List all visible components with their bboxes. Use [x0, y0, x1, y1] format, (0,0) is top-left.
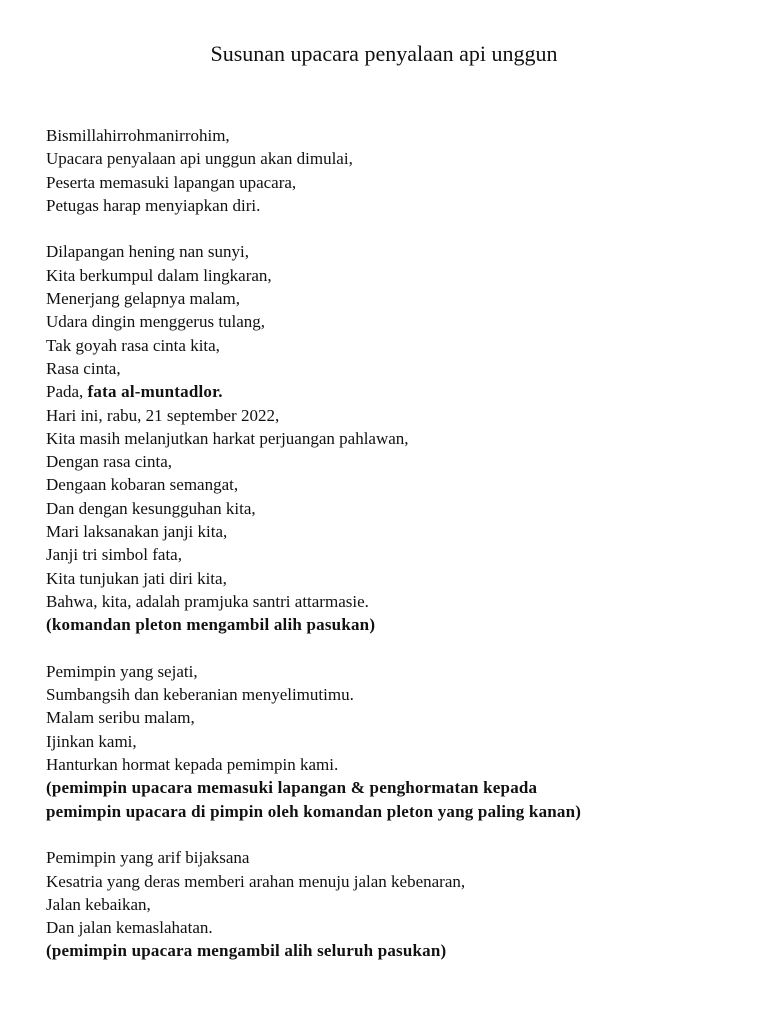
text-line: Hanturkan hormat kepada pemimpin kami.: [46, 755, 339, 775]
stanza-opening: [46, 124, 746, 217]
instruction-line: (pemimpin upacara memasuki lapangan & penghormatan kepada: [46, 778, 538, 798]
text-line: Kita masih melanjutkan harkat perjuangan pahlawan,: [46, 428, 409, 448]
text-line: Kita tunjukan jati diri kita,: [46, 568, 227, 588]
text-line: Dilapangan hening nan sunyi,: [46, 242, 250, 262]
text-line: Janji tri simbol fata,: [46, 545, 182, 565]
text-line: Bismillahirrohmanirrohim,: [46, 126, 230, 145]
text-line: Dan jalan kemaslahatan.: [46, 918, 213, 938]
text-line: Dan dengan kesungguhan kita,: [46, 498, 256, 518]
instruction-line: (komandan pleton mengambil alih pasukan): [46, 615, 376, 635]
stanza-gathering: [46, 240, 746, 636]
text-line: Peserta memasuki lapangan upacara,: [46, 172, 297, 192]
text-line: Kesatria yang deras memberi arahan menuju jalan kebenaran,: [46, 871, 466, 891]
text-line: Petugas harap menyiapkan diri.: [46, 195, 261, 215]
text-line: Tak goyah rasa cinta kita,: [46, 335, 220, 355]
stanza-true-leader: [46, 660, 746, 823]
text-line: Pemimpin yang arif bijaksana: [46, 848, 250, 868]
pada-emphasis: fata al-muntadlor.: [87, 382, 223, 402]
text-line: Hari ini, rabu, 21 september 2022,: [46, 405, 280, 425]
text-line: Malam seribu malam,: [46, 708, 195, 728]
text-line: Upacara penyalaan api unggun akan dimulai,: [46, 149, 353, 169]
stanza-wise-leader: [46, 846, 746, 962]
instruction-line: (pemimpin upacara mengambil alih seluruh pasukan): [46, 941, 447, 961]
text-line: Bahwa, kita, adalah pramjuka santri attarmasie.: [46, 591, 369, 611]
text-line: Pemimpin yang sejati,: [46, 661, 198, 681]
text-line: Udara dingin menggerus tulang,: [46, 312, 266, 332]
text-line: Dengan rasa cinta,: [46, 452, 173, 472]
text-line-pada: [46, 380, 746, 403]
text-line: Dengaan kobaran semangat,: [46, 475, 239, 495]
text-line: Mari laksanakan janji kita,: [46, 522, 228, 542]
text-line: Ijinkan kami,: [46, 731, 137, 751]
text-line: Rasa cinta,: [46, 358, 121, 378]
text-line: Jalan kebaikan,: [46, 894, 151, 914]
text-line: Kita berkumpul dalam lingkaran,: [46, 265, 272, 285]
instruction-line: pemimpin upacara di pimpin oleh komandan pleton yang paling kanan): [46, 801, 582, 821]
pada-prefix: Pada,: [46, 382, 88, 402]
document-title: Susunan upacara penyalaan api unggun: [210, 41, 558, 66]
text-line: Sumbangsih dan keberanian menyelimutimu.: [46, 685, 354, 705]
document-body: [46, 124, 746, 986]
text-line: Menerjang gelapnya malam,: [46, 289, 241, 309]
